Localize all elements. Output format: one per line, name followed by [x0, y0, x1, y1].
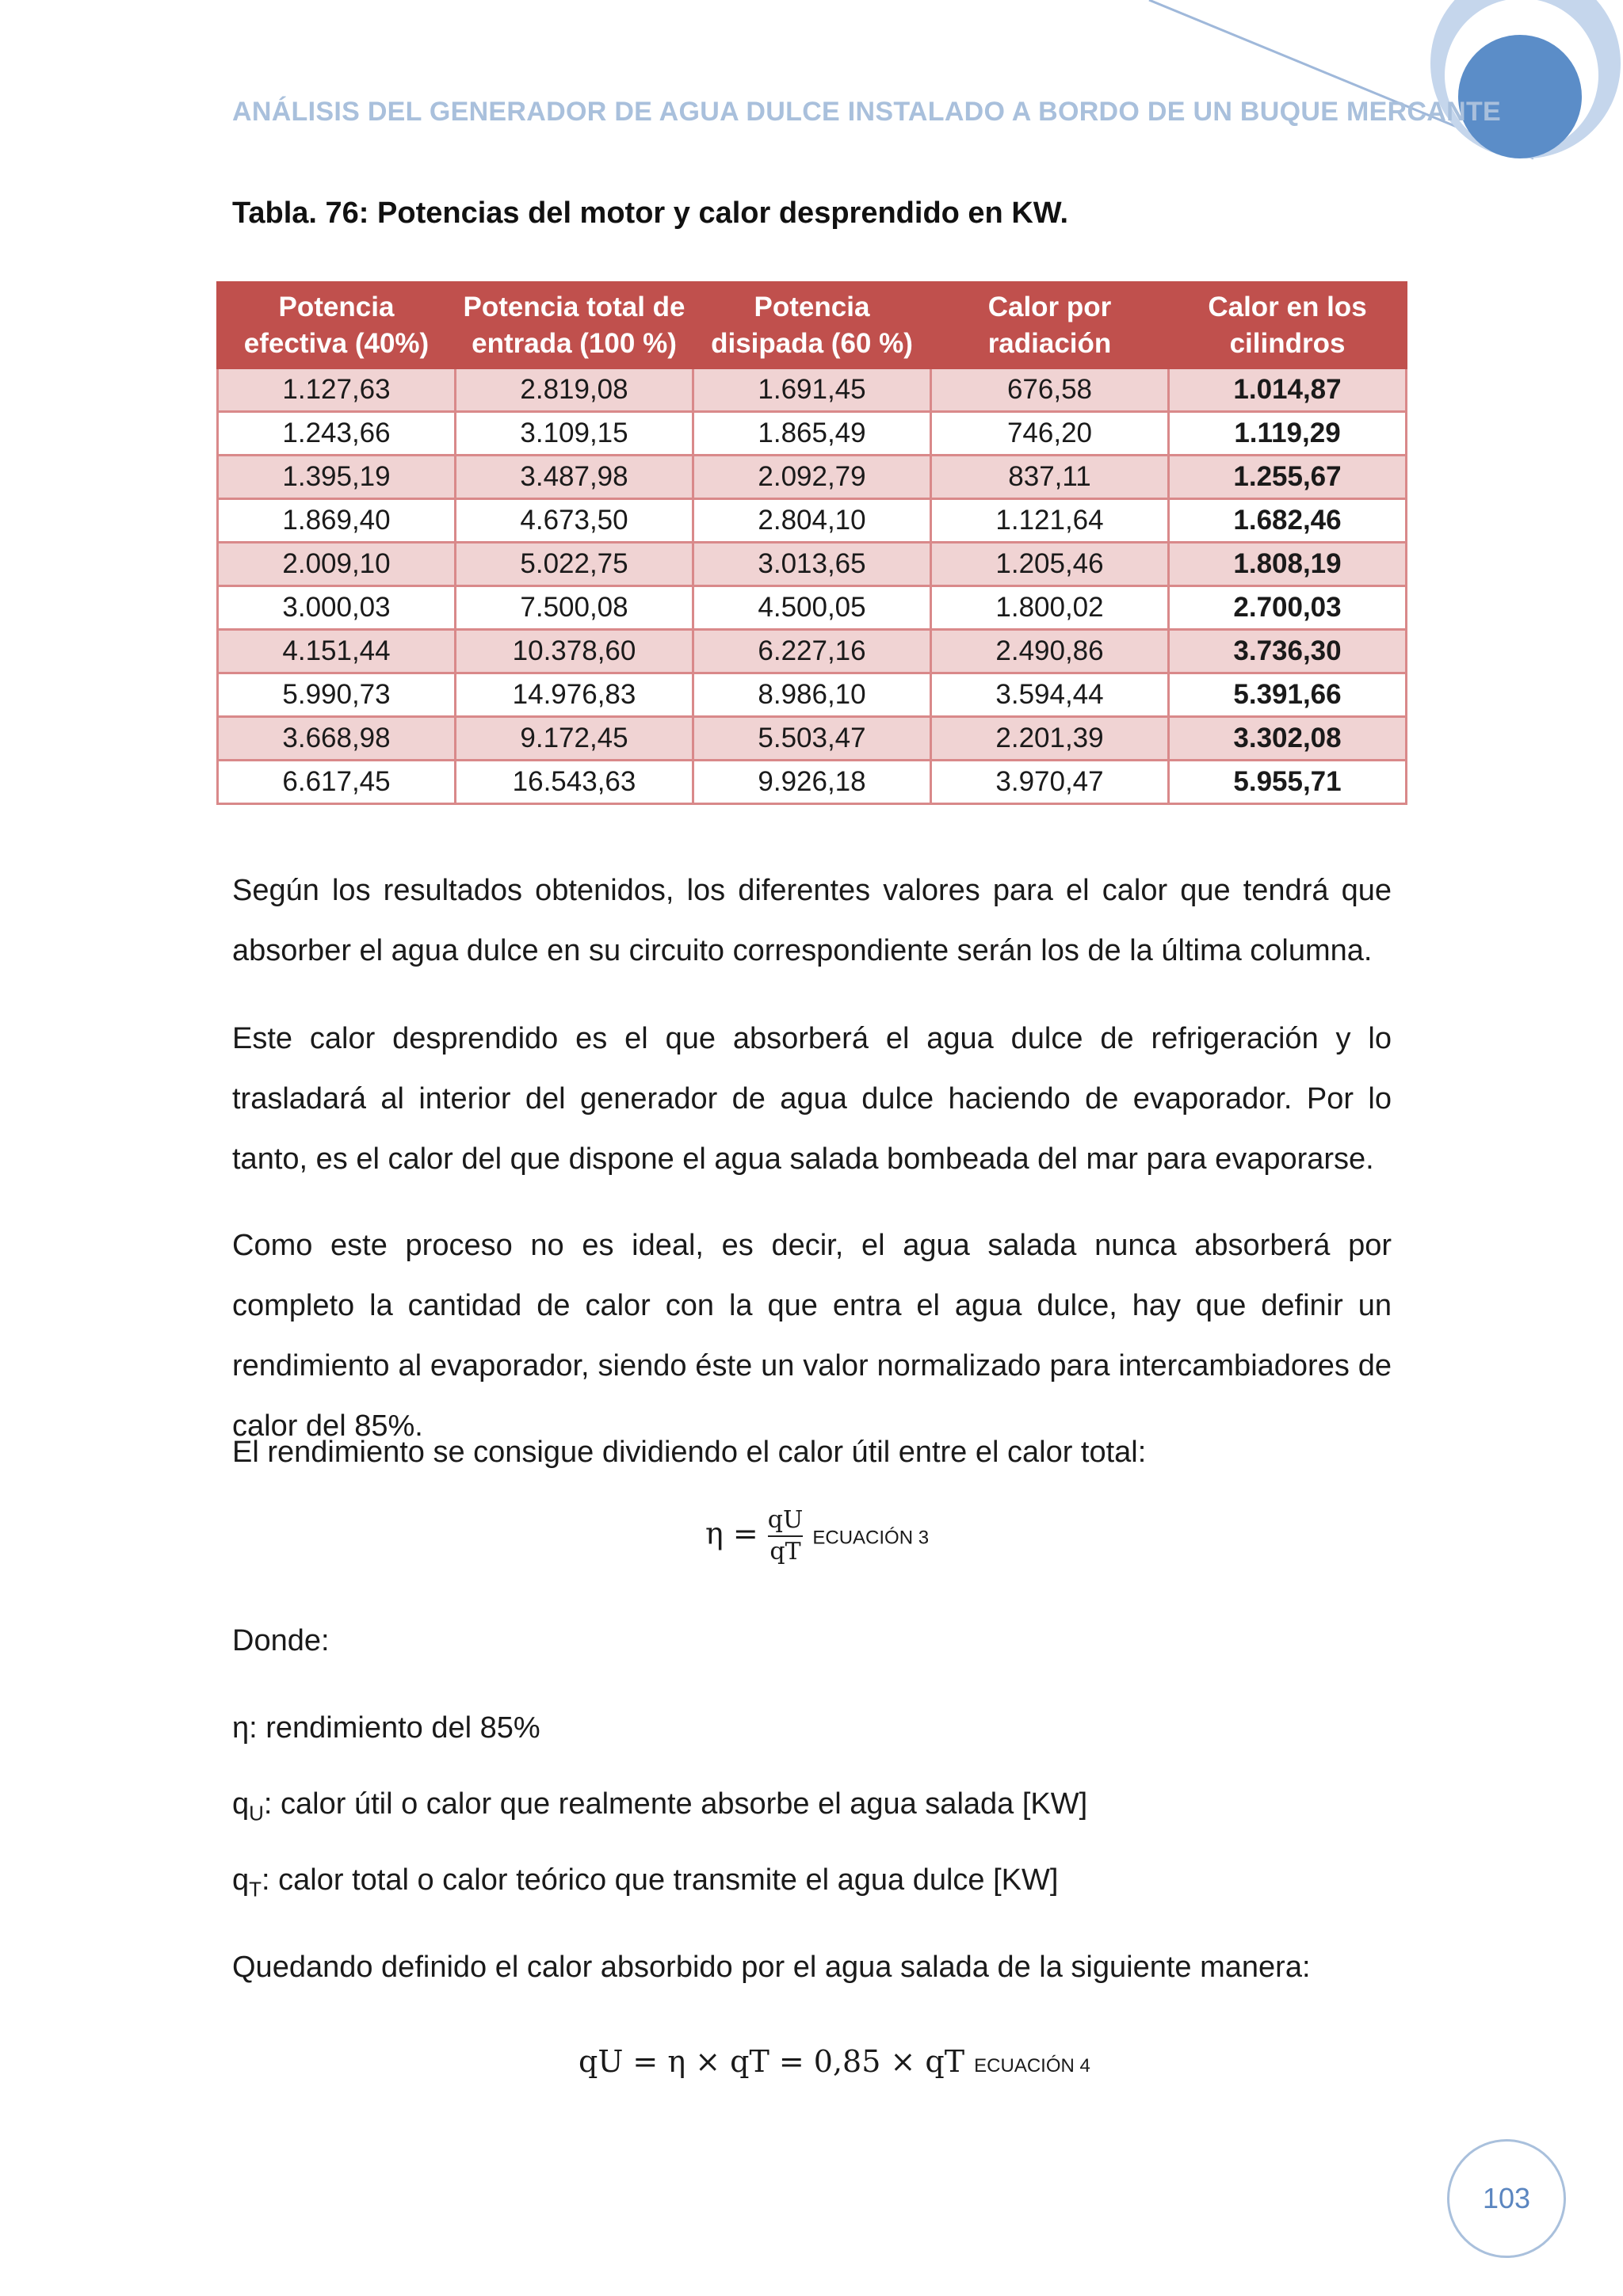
table-cell: 1.800,02 [931, 586, 1169, 630]
table-cell: 5.022,75 [456, 543, 693, 586]
table-cell: 6.227,16 [693, 630, 931, 673]
table-cell: 1.682,46 [1169, 499, 1407, 543]
table-row [218, 499, 1407, 543]
table-row [218, 717, 1407, 761]
table-cell: 746,20 [931, 412, 1169, 456]
table-cell: 1.205,46 [931, 543, 1169, 586]
table-caption: Tabla. 76: Potencias del motor y calor desprendido en KW. [232, 196, 1069, 230]
donde-label: Donde: [232, 1624, 330, 1657]
table-cell: 16.543,63 [456, 761, 693, 804]
table-cell: 3.668,98 [218, 717, 456, 761]
table-row [218, 630, 1407, 673]
table-cell: 5.990,73 [218, 673, 456, 717]
equation-3-lhs: η = [705, 1516, 758, 1551]
table-cell: 3.736,30 [1169, 630, 1407, 673]
table-cell: 837,11 [931, 456, 1169, 499]
data-table [216, 281, 1407, 805]
table-cell: 2.009,10 [218, 543, 456, 586]
table-cell: 8.986,10 [693, 673, 931, 717]
table-cell: 2.819,08 [456, 368, 693, 412]
table-cell: 9.172,45 [456, 717, 693, 761]
table-cell: 2.804,10 [693, 499, 931, 543]
table-cell: 1.121,64 [931, 499, 1169, 543]
table-cell: 4.673,50 [456, 499, 693, 543]
table-header-row [218, 283, 1407, 368]
equation-3-label: ECUACIÓN 3 [812, 1527, 930, 1549]
table-cell: 2.490,86 [931, 630, 1169, 673]
table-cell: 4.500,05 [693, 586, 931, 630]
definition-eta-symbol: η [232, 1711, 250, 1745]
paragraph-heat-released: Este calor desprendido es el que absorberá el agua dulce de refrigeración y lo trasladará al interior del generador de agua dulce haciendo de evaporador. Por lo tanto, es el calor del que dispone el agua salada bombeada del mar para evaporarse. [232, 1022, 1392, 1176]
col-header-potencia-efectiva: Potencia efectiva (40%) [218, 283, 456, 368]
definition-qt-sub: T [249, 1877, 262, 1901]
paragraph-results: Según los resultados obtenidos, los diferentes valores para el calor que tendrá que absorber el agua dulce en su circuito correspondiente serán los de la última columna. [232, 874, 1392, 967]
table-cell: 3.970,47 [931, 761, 1169, 804]
table-cell: 1.255,67 [1169, 456, 1407, 499]
definition-qt [232, 1863, 1058, 1902]
table-cell: 5.955,71 [1169, 761, 1407, 804]
table-cell: 1.865,49 [693, 412, 931, 456]
definition-qt-text: : calor total o calor teórico que transmite el agua dulce [KW] [262, 1863, 1059, 1897]
equation-3-denominator: qT [769, 1538, 801, 1566]
table-cell: 3.487,98 [456, 456, 693, 499]
table-cell: 1.119,29 [1169, 412, 1407, 456]
page-number: 103 [1447, 2139, 1566, 2258]
table-cell: 676,58 [931, 368, 1169, 412]
paragraph-final: Quedando definido el calor absorbido por el agua salada de la siguiente manera: [232, 1951, 1311, 1984]
table-cell: 3.109,15 [456, 412, 693, 456]
equation-4 [579, 2044, 1090, 2079]
table-cell: 2.700,03 [1169, 586, 1407, 630]
table-cell: 5.391,66 [1169, 673, 1407, 717]
definition-eta [232, 1711, 540, 1745]
table-cell: 1.691,45 [693, 368, 931, 412]
table-row [218, 761, 1407, 804]
table-cell: 1.808,19 [1169, 543, 1407, 586]
table-cell: 14.976,83 [456, 673, 693, 717]
table-cell: 10.378,60 [456, 630, 693, 673]
table-cell: 6.617,45 [218, 761, 456, 804]
table-row [218, 368, 1407, 412]
equation-4-label: ECUACIÓN 4 [974, 2055, 1090, 2077]
table-cell: 9.926,18 [693, 761, 931, 804]
definition-qu [232, 1787, 1087, 1826]
col-header-calor-radiacion: Calor por radiación [931, 283, 1169, 368]
table-cell: 3.013,65 [693, 543, 931, 586]
table-cell: 1.395,19 [218, 456, 456, 499]
table-row [218, 543, 1407, 586]
table-cell: 3.302,08 [1169, 717, 1407, 761]
table-cell: 3.000,03 [218, 586, 456, 630]
col-header-potencia-total: Potencia total de entrada (100 %) [456, 283, 693, 368]
definition-qu-symbol: q [232, 1787, 250, 1821]
col-header-calor-cilindros: Calor en los cilindros [1169, 283, 1407, 368]
table-cell: 1.014,87 [1169, 368, 1407, 412]
paragraph-efficiency-definition: El rendimiento se consigue dividiendo el calor útil entre el calor total: [232, 1436, 1147, 1469]
table-cell: 7.500,08 [456, 586, 693, 630]
table-cell: 4.151,44 [218, 630, 456, 673]
equation-3-fraction [768, 1505, 804, 1567]
table-cell: 3.594,44 [931, 673, 1169, 717]
table-cell: 1.869,40 [218, 499, 456, 543]
equation-3-numerator: qU [768, 1505, 804, 1537]
table-cell: 5.503,47 [693, 717, 931, 761]
equation-3 [705, 1505, 929, 1567]
table-row [218, 673, 1407, 717]
table-cell: 1.127,63 [218, 368, 456, 412]
header-title: ANÁLISIS DEL GENERADOR DE AGUA DULCE INSTALADO A BORDO DE UN BUQUE MERCANTE [232, 97, 1502, 127]
definition-qu-text: : calor útil o calor que realmente absorbe el agua salada [KW] [263, 1787, 1088, 1821]
table-cell: 1.243,66 [218, 412, 456, 456]
table-row [218, 412, 1407, 456]
col-header-potencia-disipada: Potencia disipada (60 %) [693, 283, 931, 368]
definition-eta-text: : rendimiento del 85% [249, 1711, 540, 1745]
table-row [218, 456, 1407, 499]
table-cell: 2.201,39 [931, 717, 1169, 761]
definition-qt-symbol: q [232, 1863, 250, 1897]
paragraph-efficiency: Como este proceso no es ideal, es decir, el agua salada nunca absorberá por completo la cantidad de calor con la que entra el agua dulce, hay que definir un rendimiento al evaporador, siendo éste un valor normalizado para intercambiadores de calor del 85%. [232, 1229, 1392, 1443]
definition-qu-sub: U [249, 1801, 264, 1825]
table-cell: 2.092,79 [693, 456, 931, 499]
table-row [218, 586, 1407, 630]
equation-4-expression: qU = η × qT = 0,85 × qT [579, 2044, 965, 2079]
